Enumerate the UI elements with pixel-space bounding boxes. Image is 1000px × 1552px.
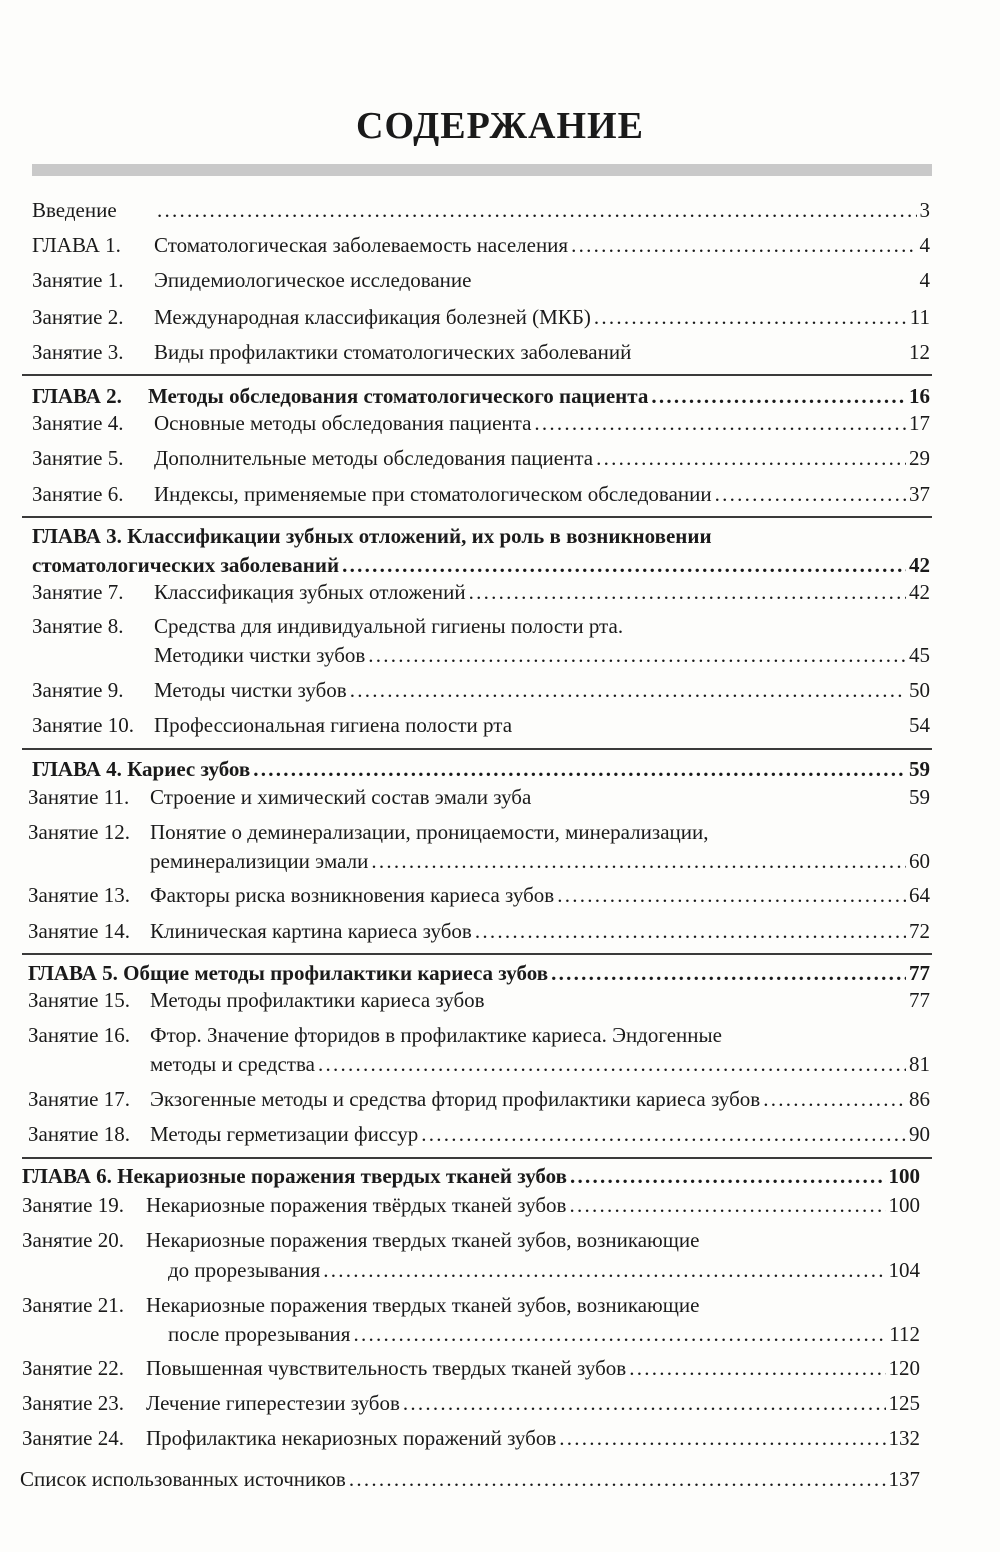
toc-page: 45	[909, 643, 930, 667]
toc-title: Методы обследования стоматологического пациента	[148, 384, 649, 408]
toc-label: Занятие 9.	[32, 678, 124, 702]
toc-title: Средства для индивидуальной гигиены полости рта.	[154, 614, 624, 638]
toc-chapter-5[interactable]	[28, 961, 930, 986]
toc-label: Занятие 19.	[22, 1193, 124, 1217]
toc-label: Занятие 4.	[32, 411, 124, 435]
toc-entry-lesson-12-line1[interactable]	[28, 820, 708, 845]
toc-title: Международная классификация болезней (МКБ)	[154, 305, 591, 329]
toc-label: Занятие 2.	[32, 305, 124, 329]
toc-label: ГЛАВА 2.	[32, 384, 122, 408]
toc-label: Занятие 12.	[28, 820, 130, 844]
toc-page: 37	[909, 482, 930, 506]
toc-title: Фтор. Значение фторидов в профилактике кариеса. Эндогенные	[150, 1023, 722, 1047]
toc-label: Занятие 23.	[22, 1391, 124, 1415]
toc-page: 100	[888, 1164, 920, 1188]
toc-entry-lesson-16[interactable]	[150, 1052, 930, 1077]
toc-title: стоматологических заболеваний	[32, 553, 340, 577]
toc-label: Занятие 17.	[28, 1087, 130, 1111]
toc-label: Занятие 14.	[28, 919, 130, 943]
toc-title: Методы профилактики кариеса зубов	[150, 988, 485, 1012]
toc-entry-lesson-22[interactable]	[22, 1356, 920, 1381]
toc-entry-lesson-13[interactable]	[28, 883, 930, 908]
toc-title: Понятие о деминерализации, проницаемости, минерализации,	[150, 820, 709, 844]
toc-label: Занятие 18.	[28, 1122, 130, 1146]
toc-entry-lesson-19[interactable]	[22, 1193, 920, 1218]
toc-title: методы и средства	[150, 1052, 315, 1076]
toc-title: ГЛАВА 5. Общие методы профилактики кариеса зубов	[28, 961, 549, 985]
toc-page: 59	[909, 785, 930, 809]
leader-dots	[559, 1426, 885, 1451]
section-divider	[22, 748, 932, 750]
toc-page: 4	[919, 233, 930, 257]
leader-dots	[318, 1052, 906, 1077]
toc-entry-intro[interactable]	[32, 198, 930, 223]
toc-entry-lesson-18[interactable]	[28, 1122, 930, 1147]
toc-title: Индексы, применяемые при стоматологическом обследовании	[154, 482, 712, 506]
toc-chapter-3[interactable]	[32, 553, 930, 578]
toc-page: 104	[888, 1258, 920, 1282]
toc-page: 29	[909, 446, 930, 470]
toc-entry-lesson-2[interactable]	[32, 305, 930, 330]
toc-page: 4	[919, 268, 930, 292]
toc-page: 120	[888, 1356, 920, 1380]
toc-page: 50	[909, 678, 930, 702]
toc-label: Занятие 5.	[32, 446, 124, 470]
toc-title: Эпидемиологическое исследование	[154, 268, 472, 292]
toc-page: 112	[889, 1322, 920, 1346]
toc-entry-lesson-15[interactable]	[28, 988, 930, 1013]
toc-title: Методы герметизации фиссур	[150, 1122, 419, 1146]
leader-dots	[569, 1193, 885, 1218]
toc-page: 86	[909, 1087, 930, 1111]
toc-entry-lesson-21-line1[interactable]	[22, 1293, 699, 1318]
toc-page: 77	[909, 988, 930, 1012]
toc-entry-lesson-5[interactable]	[32, 446, 930, 471]
toc-label: Занятие 10.	[32, 713, 134, 737]
toc-chapter-4[interactable]	[32, 757, 930, 782]
toc-label: Занятие 8.	[32, 614, 124, 638]
toc-title: Классификация зубных отложений	[154, 580, 466, 604]
leader-dots	[571, 233, 916, 258]
page-title: СОДЕРЖАНИЕ	[356, 105, 644, 147]
leader-dots	[403, 1391, 886, 1416]
toc-page: 3	[919, 198, 930, 222]
toc-title: после прорезывания	[168, 1322, 351, 1346]
toc-page: 90	[909, 1122, 930, 1146]
toc-page: 81	[909, 1052, 930, 1076]
toc-entry-lesson-16-line1[interactable]	[28, 1023, 722, 1048]
section-divider	[22, 953, 932, 955]
toc-label: Занятие 11.	[28, 785, 130, 809]
toc-page: 12	[909, 340, 930, 364]
toc-title: Виды профилактики стоматологических заболеваний	[154, 340, 632, 364]
toc-label: Занятие 6.	[32, 482, 124, 506]
toc-title: Методы чистки зубов	[154, 678, 347, 702]
toc-entry-lesson-14[interactable]	[28, 919, 930, 944]
toc-page: 100	[888, 1193, 920, 1217]
leader-dots	[353, 1322, 886, 1347]
title-rule	[32, 164, 932, 176]
toc-title: ГЛАВА 6. Некариозные поражения твердых тканей зубов	[22, 1164, 567, 1188]
toc-page: 72	[909, 919, 930, 943]
toc-label: Занятие 3.	[32, 340, 124, 364]
toc-label: Занятие 20.	[22, 1228, 124, 1252]
toc-page: 137	[888, 1467, 920, 1491]
leader-dots	[421, 1122, 906, 1147]
toc-entry-lesson-3[interactable]	[32, 340, 930, 365]
toc-title: Клиническая картина кариеса зубов	[150, 919, 472, 943]
toc-title: Некариозные поражения твёрдых тканей зубов	[146, 1193, 567, 1217]
toc-page: 125	[888, 1391, 920, 1415]
toc-page: 77	[909, 961, 930, 985]
toc-title: Список использованных источников	[20, 1467, 346, 1491]
leader-dots	[371, 849, 906, 874]
section-divider	[22, 516, 932, 518]
toc-title: Экзогенные методы и средства фторид профилактики кариеса зубов	[150, 1087, 761, 1111]
toc-page: 16	[909, 384, 930, 408]
toc-title: Профессиональная гигиена полости рта	[154, 713, 513, 737]
toc-page: 132	[888, 1426, 920, 1450]
leader-dots	[349, 1467, 886, 1492]
toc-label: Занятие 1.	[32, 268, 124, 292]
leader-dots	[629, 1356, 885, 1381]
toc-page: 54	[909, 713, 930, 737]
toc-title: Факторы риска возникновения кариеса зубов	[150, 883, 555, 907]
leader-dots	[475, 919, 906, 944]
leader-dots	[594, 305, 907, 330]
leader-dots	[570, 1164, 886, 1189]
toc-page: 42	[909, 553, 930, 577]
toc-title: Некариозные поражения твердых тканей зубов, возникающие	[146, 1293, 700, 1317]
toc-label: Занятие 7.	[32, 580, 124, 604]
toc-entry-lesson-12[interactable]	[150, 849, 930, 874]
toc-entry-lesson-10[interactable]	[32, 713, 930, 738]
section-divider	[22, 374, 932, 376]
leader-dots	[342, 553, 906, 578]
toc-title: Профилактика некариозных поражений зубов	[146, 1426, 557, 1450]
toc-title: Дополнительные методы обследования пациента	[154, 446, 594, 470]
toc-label: ГЛАВА 1.	[32, 233, 121, 257]
toc-chapter-2[interactable]	[32, 384, 930, 409]
leader-dots	[534, 411, 906, 436]
leader-dots	[551, 961, 906, 986]
toc-title: реминерализиции эмали	[150, 849, 369, 873]
toc-title: Повышенная чувствительность твердых тканей зубов	[146, 1356, 627, 1380]
toc-entry-lesson-21[interactable]	[168, 1322, 920, 1347]
toc-title: Некариозные поражения твердых тканей зубов, возникающие	[146, 1228, 700, 1252]
toc-page: 60	[909, 849, 930, 873]
toc-entry-lesson-6[interactable]	[32, 482, 930, 507]
toc-label: Занятие 13.	[28, 883, 130, 907]
leader-dots	[596, 446, 906, 471]
toc-title: Основные методы обследования пациента	[154, 411, 532, 435]
toc-label: Занятие 21.	[22, 1293, 124, 1317]
leader-dots	[350, 678, 906, 703]
toc-title: Лечение гиперестезии зубов	[146, 1391, 400, 1415]
leader-dots	[715, 482, 906, 507]
toc-entry-lesson-1[interactable]	[32, 268, 930, 293]
toc-entry-lesson-8-line1[interactable]	[32, 614, 623, 639]
toc-label: Введение	[32, 198, 117, 222]
toc-page: 59	[909, 757, 930, 781]
toc-entry-lesson-11[interactable]	[28, 785, 930, 810]
toc-entry-lesson-8[interactable]	[154, 643, 930, 668]
toc-label: Занятие 24.	[22, 1426, 124, 1450]
toc-entry-lesson-20[interactable]	[168, 1258, 920, 1283]
toc-label: Занятие 22.	[22, 1356, 124, 1380]
toc-page: 17	[909, 411, 930, 435]
section-divider	[22, 1157, 932, 1159]
toc-chapter-1[interactable]	[32, 233, 930, 258]
toc-entry-lesson-20-line1[interactable]	[22, 1228, 699, 1253]
toc-chapter-6[interactable]	[22, 1164, 920, 1189]
toc-page: 64	[909, 883, 930, 907]
leader-dots	[368, 643, 906, 668]
toc-entry-lesson-9[interactable]	[32, 678, 930, 703]
toc-page: 11	[909, 305, 930, 329]
leader-dots	[469, 580, 906, 605]
toc-entry-lesson-4[interactable]	[32, 411, 930, 436]
toc-entry-lesson-23[interactable]	[22, 1391, 920, 1416]
toc-title: Методики чистки зубов	[154, 643, 366, 667]
toc-title: Стоматологическая заболеваемость населения	[154, 233, 569, 257]
toc-title: Строение и химический состав эмали зуба	[150, 785, 532, 809]
toc-label: Занятие 15.	[28, 988, 130, 1012]
toc-entry-references[interactable]	[20, 1467, 920, 1492]
toc-page: 42	[909, 580, 930, 604]
toc-title: до прорезывания	[168, 1258, 321, 1282]
toc-label: Занятие 16.	[28, 1023, 130, 1047]
toc-entry-lesson-17[interactable]	[28, 1087, 930, 1112]
leader-dots	[651, 384, 906, 409]
toc-entry-lesson-7[interactable]	[32, 580, 930, 605]
leader-dots	[323, 1258, 885, 1283]
toc-title: ГЛАВА 4. Кариес зубов	[32, 757, 251, 781]
leader-dots	[763, 1087, 906, 1112]
leader-dots	[557, 883, 906, 908]
toc-chapter-3-title[interactable]: ГЛАВА 3. Классификации зубных отложений, их роль в возникновении	[32, 524, 712, 548]
toc-entry-lesson-24[interactable]	[22, 1426, 920, 1451]
leader-dots	[157, 198, 917, 223]
leader-dots	[253, 757, 906, 782]
